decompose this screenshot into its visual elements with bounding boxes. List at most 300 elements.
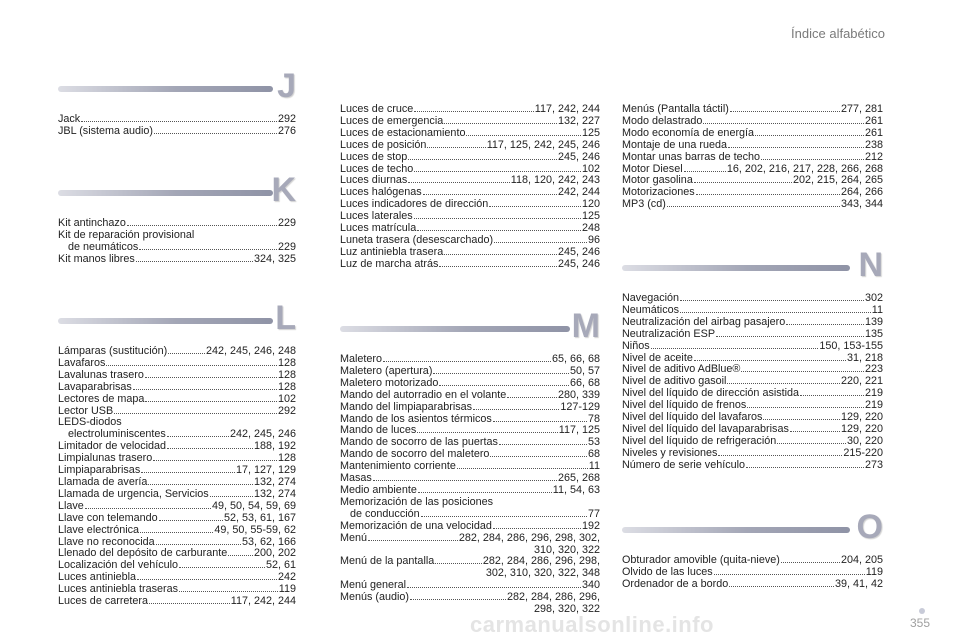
section-n (622, 246, 883, 472)
entry-pages: 264, 266 (840, 186, 883, 199)
entry-term: Lavafaros (58, 356, 106, 369)
entry-pages: 276 (277, 124, 296, 137)
entry-pages: 128 (277, 368, 296, 381)
index-entry (340, 152, 600, 164)
section-j (58, 67, 296, 138)
index-entry (340, 378, 600, 390)
entry-leader-dots (494, 242, 587, 243)
entry-leader-dots (777, 443, 846, 444)
entry-term: Limitador de velocidad (58, 440, 167, 453)
entry-leader-dots (781, 562, 840, 563)
entry-term: Medio ambiente (340, 483, 417, 496)
entry-leader-dots (457, 468, 588, 469)
entry-term: Luces de emergencia (340, 114, 444, 127)
entry-leader-dots (145, 377, 277, 378)
entry-term: Motorizaciones (622, 186, 695, 199)
index-entry (340, 128, 600, 140)
entry-term: Luces de stop (340, 150, 408, 163)
entry-pages: 219 (864, 387, 883, 400)
entry-pages: 261 (864, 114, 883, 127)
entry-pages: 120 (581, 198, 600, 211)
entry-pages: 229 (277, 217, 296, 229)
index-entry (340, 533, 600, 545)
entry-pages: 215-220 (843, 446, 883, 459)
entry-leader-dots (156, 544, 241, 545)
index-entry (622, 128, 883, 140)
entry-leader-dots (763, 419, 840, 420)
entry-term: de neumáticos (68, 240, 139, 253)
entry-leader-dots (714, 574, 865, 575)
entry-term: de conducción (350, 507, 420, 520)
entry-pages: 204, 205 (840, 554, 883, 566)
entry-leader-dots (790, 431, 840, 432)
index-entry (622, 329, 883, 341)
entries-o (622, 555, 883, 591)
entry-leader-dots (136, 261, 253, 262)
entry-pages: 192 (581, 519, 600, 532)
entry-leader-dots (141, 472, 235, 473)
entries-j (58, 114, 296, 138)
entry-term: Niños (622, 339, 650, 352)
entry-leader-dots (148, 484, 253, 485)
index-entry (58, 513, 296, 525)
entries-k (58, 218, 296, 266)
entry-leader-dots (114, 413, 277, 414)
section-letter-m: M (571, 307, 600, 345)
entry-leader-dots (167, 448, 253, 449)
index-entry (622, 448, 883, 460)
entry-leader-dots (746, 467, 864, 468)
entry-leader-dots (444, 254, 557, 255)
entry-pages: 220, 221 (840, 375, 883, 388)
page-header-title: Índice alfabético (791, 26, 885, 41)
entry-pages: 132, 274 (253, 487, 296, 500)
section-header-k (58, 171, 296, 218)
entry-term: Lámparas (sustitución) (58, 345, 168, 357)
entry-term: Luces de cruce (340, 103, 414, 115)
entry-pages: 117, 242, 244 (534, 103, 600, 115)
entry-leader-dots (383, 361, 551, 362)
entry-term: Luces laterales (340, 210, 413, 223)
entry-term: Mantenimiento corriente (340, 460, 456, 473)
entry-term: Nivel de aditivo gasoil (622, 375, 727, 388)
entry-pages: 248 (581, 222, 600, 235)
entry-leader-dots (435, 563, 482, 564)
entry-leader-dots (368, 540, 458, 541)
entry-term: Llamada de urgencia, Servicios (58, 487, 209, 500)
entry-term: Montar unas barras de techo (622, 150, 761, 163)
section-o (622, 508, 883, 591)
entry-pages: 16, 202, 216, 217, 228, 266, 268 (726, 162, 883, 175)
entry-pages: 11 (588, 460, 600, 473)
entry-leader-dots (81, 121, 277, 122)
entry-pages: 119 (278, 583, 296, 596)
section-letter-k: K (271, 171, 296, 209)
section-letter-n: N (858, 246, 883, 284)
entry-term: Masas (340, 472, 372, 485)
entry-leader-dots (761, 159, 864, 160)
entry-term: Llave (58, 499, 84, 512)
entry-term: Luces matrícula (340, 222, 417, 235)
entry-leader-dots (145, 401, 277, 402)
entry-leader-dots (730, 111, 840, 112)
entry-pages: 245, 246 (557, 245, 600, 258)
entry-term: Llave electrónica (58, 523, 140, 536)
entry-pages: 292 (277, 113, 296, 125)
entry-pages: 53, 62, 166 (241, 535, 296, 548)
index-entry (58, 596, 296, 608)
entry-pages: 132, 227 (557, 114, 600, 127)
entry-pages: 102 (277, 392, 296, 405)
entry-pages: 202, 215, 264, 265 (792, 174, 883, 187)
entry-leader-dots (507, 397, 557, 398)
index-entry (622, 317, 883, 329)
entry-leader-dots (154, 133, 277, 134)
index-entry (340, 402, 600, 414)
entry-pages: 277, 281 (840, 103, 883, 115)
entry-term: Nivel de aditivo AdBlue® (622, 363, 741, 376)
entry-pages: 119 (865, 565, 883, 578)
entry-leader-dots (140, 532, 213, 533)
section-letter-j: J (277, 67, 296, 105)
entry-leader-dots (439, 385, 569, 386)
entry-pages: 49, 50, 54, 59, 69 (211, 499, 296, 512)
entry-pages: 30, 220 (846, 434, 883, 447)
entries-l-continued (340, 104, 600, 271)
entry-pages: 302 (864, 292, 883, 304)
entry-pages: 128 (277, 356, 296, 369)
entry-term: Luces de estacionamiento (340, 126, 466, 139)
entries-l (58, 346, 296, 608)
entry-leader-dots (407, 587, 581, 588)
entry-pages: 265, 268 (557, 472, 600, 485)
entry-pages: 242 (277, 571, 296, 584)
entry-term: Menú (340, 531, 368, 544)
entry-term: Motor Diesel (622, 162, 683, 175)
entry-term: Luces halógenas (340, 186, 422, 199)
entry-pages: 261 (864, 126, 883, 139)
entry-term: Lavalunas trasero (58, 368, 144, 381)
entry-term: Limpiaparabrisas (58, 464, 141, 477)
index-entry (58, 382, 296, 394)
entry-pages: 96 (587, 233, 600, 246)
entry-pages: 117, 125, 242, 245, 246 (486, 138, 600, 151)
entry-term: Neumáticos (622, 303, 680, 316)
entry-leader-dots (414, 218, 581, 219)
entry-pages: 50, 57 (569, 364, 600, 377)
entry-pages: 219 (864, 399, 883, 412)
index-entry (58, 126, 296, 138)
entry-pages: 200, 202 (253, 547, 296, 560)
index-entry (622, 460, 883, 472)
section-divider-bar (340, 326, 570, 332)
entry-leader-dots (444, 123, 557, 124)
entry-leader-dots (493, 528, 581, 529)
entry-leader-dots (168, 353, 205, 354)
entry-leader-dots (466, 135, 581, 136)
entry-leader-dots (153, 460, 277, 461)
entry-term: Niveles y revisiones (622, 446, 718, 459)
entry-leader-dots (179, 567, 265, 568)
entry-term: Maletero motorizado (340, 376, 439, 389)
entry-term: Olvido de las luces (622, 565, 713, 578)
entry-term: Montaje de una rueda (622, 138, 728, 151)
entry-pages: 282, 284, 286, 296, 298, (482, 555, 600, 568)
entry-pages: 292 (277, 404, 296, 417)
entry-term: Kit antinchazo (58, 217, 126, 229)
entry-pages: 11 (871, 303, 883, 316)
index-entry (340, 259, 600, 271)
entry-leader-dots (680, 300, 864, 301)
index-entry (622, 152, 883, 164)
entry-term: Mando de los asientos térmicos (340, 412, 492, 425)
entry-pages: 150, 153-155 (819, 339, 883, 352)
entry-pages: 128 (277, 452, 296, 465)
entry-term: Navegación (622, 292, 680, 304)
entry-leader-dots (489, 206, 581, 207)
index-entry (58, 501, 296, 513)
entry-pages: 238 (864, 138, 883, 151)
entry-term: Jack (58, 113, 81, 125)
entry-term: JBL (sistema audio) (58, 124, 154, 137)
entry-term: Mando de socorro de las puertas (340, 436, 498, 449)
page-corner-dot (919, 608, 925, 614)
entry-pages: 223 (864, 363, 883, 376)
entry-term: Luces de posición (340, 138, 427, 151)
entry-term: Luces de techo (340, 162, 414, 175)
section-header-j (58, 67, 296, 114)
entry-leader-dots (427, 147, 485, 148)
index-entry (622, 199, 883, 211)
entry-leader-dots (421, 516, 587, 517)
entry-pages: 343, 344 (840, 198, 883, 211)
entry-term: Luces antiniebla traseras (58, 583, 179, 596)
entry-leader-dots (747, 407, 864, 408)
entry-term: Ordenador de a bordo (622, 577, 729, 590)
entry-pages: 65, 66, 68 (551, 353, 600, 365)
entry-pages: 280, 339 (557, 388, 600, 401)
entry-term: Llave no reconocida (58, 535, 155, 548)
entry-term: Limpialunas trasero (58, 452, 153, 465)
entry-pages: 128 (277, 380, 296, 393)
index-entry (622, 436, 883, 448)
entry-term: Neutralización del airbag pasajero (622, 315, 786, 328)
entry-term: Llenado del depósito de carburante (58, 547, 228, 560)
entry-pages: 242, 244 (557, 186, 600, 199)
entry-leader-dots (85, 508, 211, 509)
index-entry-heading: LEDS-diodos (58, 416, 122, 429)
entry-pages: 17, 127, 129 (235, 464, 296, 477)
entry-leader-dots (684, 171, 726, 172)
entry-leader-dots (414, 171, 581, 172)
index-entry (340, 140, 600, 152)
index-entry (58, 489, 296, 501)
entry-pages: 127-129 (560, 400, 600, 413)
entry-pages-continued: 298, 320, 322 (533, 603, 600, 616)
entry-leader-dots (729, 586, 834, 587)
entry-pages: 125 (581, 126, 600, 139)
entry-term: Lavaparabrisas (58, 380, 132, 393)
entry-leader-dots (228, 555, 253, 556)
section-divider-bar (622, 265, 850, 271)
entry-leader-dots (696, 194, 840, 195)
entry-term: Mando del autorradio en el volante (340, 388, 507, 401)
section-divider-bar (622, 527, 850, 533)
index-entry (622, 140, 883, 152)
entry-leader-dots (490, 456, 587, 457)
entry-leader-dots (410, 599, 506, 600)
entry-leader-dots (414, 111, 534, 112)
entry-term: Memorización de una velocidad (340, 519, 492, 532)
section-divider-bar (58, 86, 273, 92)
index-entry (340, 509, 600, 521)
entry-pages: 52, 53, 61, 167 (223, 511, 296, 524)
entry-pages: 118, 120, 242, 243 (510, 174, 600, 187)
entry-leader-dots (651, 348, 819, 349)
entry-term: Menús (Pantalla táctil) (622, 103, 729, 115)
entry-term: Nivel de aceite (622, 351, 693, 364)
entry-term: Luces diurnas (340, 174, 408, 187)
section-m-continued (622, 104, 883, 211)
entry-term: Lector USB (58, 404, 114, 417)
index-entry (340, 390, 600, 402)
entry-leader-dots (149, 603, 230, 604)
index-entry-heading: Kit de reparación provisional (58, 228, 195, 241)
entry-leader-dots (667, 206, 840, 207)
entry-term: Menú general (340, 579, 407, 592)
index-entry-heading: Memorización de las posiciones (340, 495, 494, 508)
index-entry (58, 254, 296, 266)
entry-leader-dots (417, 432, 558, 433)
entry-leader-dots (716, 336, 864, 337)
entry-term: Nivel del líquido de refrigeración (622, 434, 777, 447)
entries-m (340, 354, 600, 616)
page-number: 355 (909, 616, 930, 630)
section-l-continued (340, 104, 600, 271)
section-divider-bar (58, 190, 273, 196)
section-l (58, 299, 296, 608)
entry-leader-dots (499, 444, 587, 445)
entry-pages: 340 (581, 579, 600, 592)
entry-leader-dots (473, 409, 559, 410)
index-entry (58, 370, 296, 382)
entry-leader-dots (423, 194, 557, 195)
entry-pages: 49, 50, 55-59, 62 (214, 523, 296, 536)
entry-leader-dots (718, 455, 842, 456)
entry-term: MP3 (cd) (622, 198, 666, 211)
index-entry (58, 242, 296, 254)
entry-leader-dots (755, 135, 864, 136)
entry-leader-dots (433, 373, 569, 374)
entry-term: Neutralización ESP (622, 327, 716, 340)
entry-term: Mando del limpiaparabrisas (340, 400, 473, 413)
entry-term: Nivel del líquido del lavaparabrisas (622, 422, 789, 435)
index-entry (340, 521, 600, 533)
entry-pages: 53 (587, 436, 600, 449)
entry-pages: 129, 220 (840, 422, 883, 435)
entry-leader-dots (728, 147, 864, 148)
entry-leader-dots (159, 520, 223, 521)
entry-term: Lectores de mapa (58, 392, 145, 405)
index-entry (622, 341, 883, 353)
entry-term: Luz de marcha atrás (340, 257, 439, 270)
entry-term: Modo economía de energía (622, 126, 755, 139)
entry-term: Número de serie vehículo (622, 458, 746, 471)
entry-leader-dots (210, 496, 253, 497)
entry-term: Luz antiniebla trasera (340, 245, 444, 258)
section-letter-l: L (275, 299, 296, 337)
entry-leader-dots (408, 182, 510, 183)
section-m (340, 307, 600, 616)
entry-pages: 139 (864, 315, 883, 328)
entry-pages: 66, 68 (569, 376, 600, 389)
section-letter-o: O (856, 508, 883, 546)
entry-pages: 242, 245, 246 (229, 428, 296, 441)
entry-pages-continued: 302, 310, 320, 322, 348 (485, 567, 600, 580)
index-entry (58, 394, 296, 406)
entry-pages: 324, 325 (253, 252, 296, 265)
entry-pages: 117, 125 (558, 424, 600, 437)
entry-term: Nivel del líquido de dirección asistida (622, 387, 800, 400)
entry-pages: 31, 218 (846, 351, 883, 364)
entry-term: Nivel del líquido del lavafaros (622, 411, 763, 424)
entry-pages: 188, 192 (253, 440, 296, 453)
entry-term: electroluminiscentes (68, 428, 166, 441)
entry-term: Maletero (340, 353, 383, 365)
entry-pages: 273 (864, 458, 883, 471)
entry-pages: 229 (277, 240, 296, 253)
entry-leader-dots (439, 266, 557, 267)
entry-leader-dots (694, 182, 792, 183)
entry-leader-dots (373, 480, 557, 481)
entry-term: Llave con telemando (58, 511, 158, 524)
entry-term: Llamada de avería (58, 475, 148, 488)
entry-leader-dots (137, 579, 277, 580)
entry-leader-dots (741, 371, 864, 372)
entry-term: Maletero (apertura) (340, 364, 433, 377)
entry-pages: 245, 246 (557, 150, 600, 163)
entry-leader-dots (493, 421, 587, 422)
entry-term: Menú de la pantalla (340, 555, 435, 568)
entry-pages: 39, 41, 42 (834, 577, 883, 590)
entries-m-continued (622, 104, 883, 211)
entry-pages: 68 (587, 448, 600, 461)
entry-term: Luces antiniebla (58, 571, 137, 584)
entries-n (622, 293, 883, 472)
entry-leader-dots (786, 324, 864, 325)
entry-term: Luneta trasera (desescarchado) (340, 233, 494, 246)
entry-leader-dots (418, 492, 552, 493)
entry-pages: 129, 220 (840, 411, 883, 424)
entry-term: Mando de luces (340, 424, 417, 437)
entry-leader-dots (417, 230, 581, 231)
entry-term: Luces indicadores de dirección (340, 198, 489, 211)
entry-pages: 132, 274 (253, 475, 296, 488)
entry-leader-dots (703, 123, 864, 124)
entry-term: Obturador amovible (quita-nieve) (622, 554, 780, 566)
entry-term: Kit manos libres (58, 252, 135, 265)
index-entry (340, 247, 600, 259)
entry-leader-dots (127, 225, 277, 226)
index-entry (58, 525, 296, 537)
entry-leader-dots (727, 383, 840, 384)
section-header-n (622, 246, 883, 293)
watermark-text: carmanualsonline.info (470, 612, 714, 637)
entry-pages: 242, 245, 246, 248 (205, 345, 296, 357)
entry-pages: 245, 246 (557, 257, 600, 270)
entry-leader-dots (133, 389, 277, 390)
section-k (58, 171, 296, 266)
